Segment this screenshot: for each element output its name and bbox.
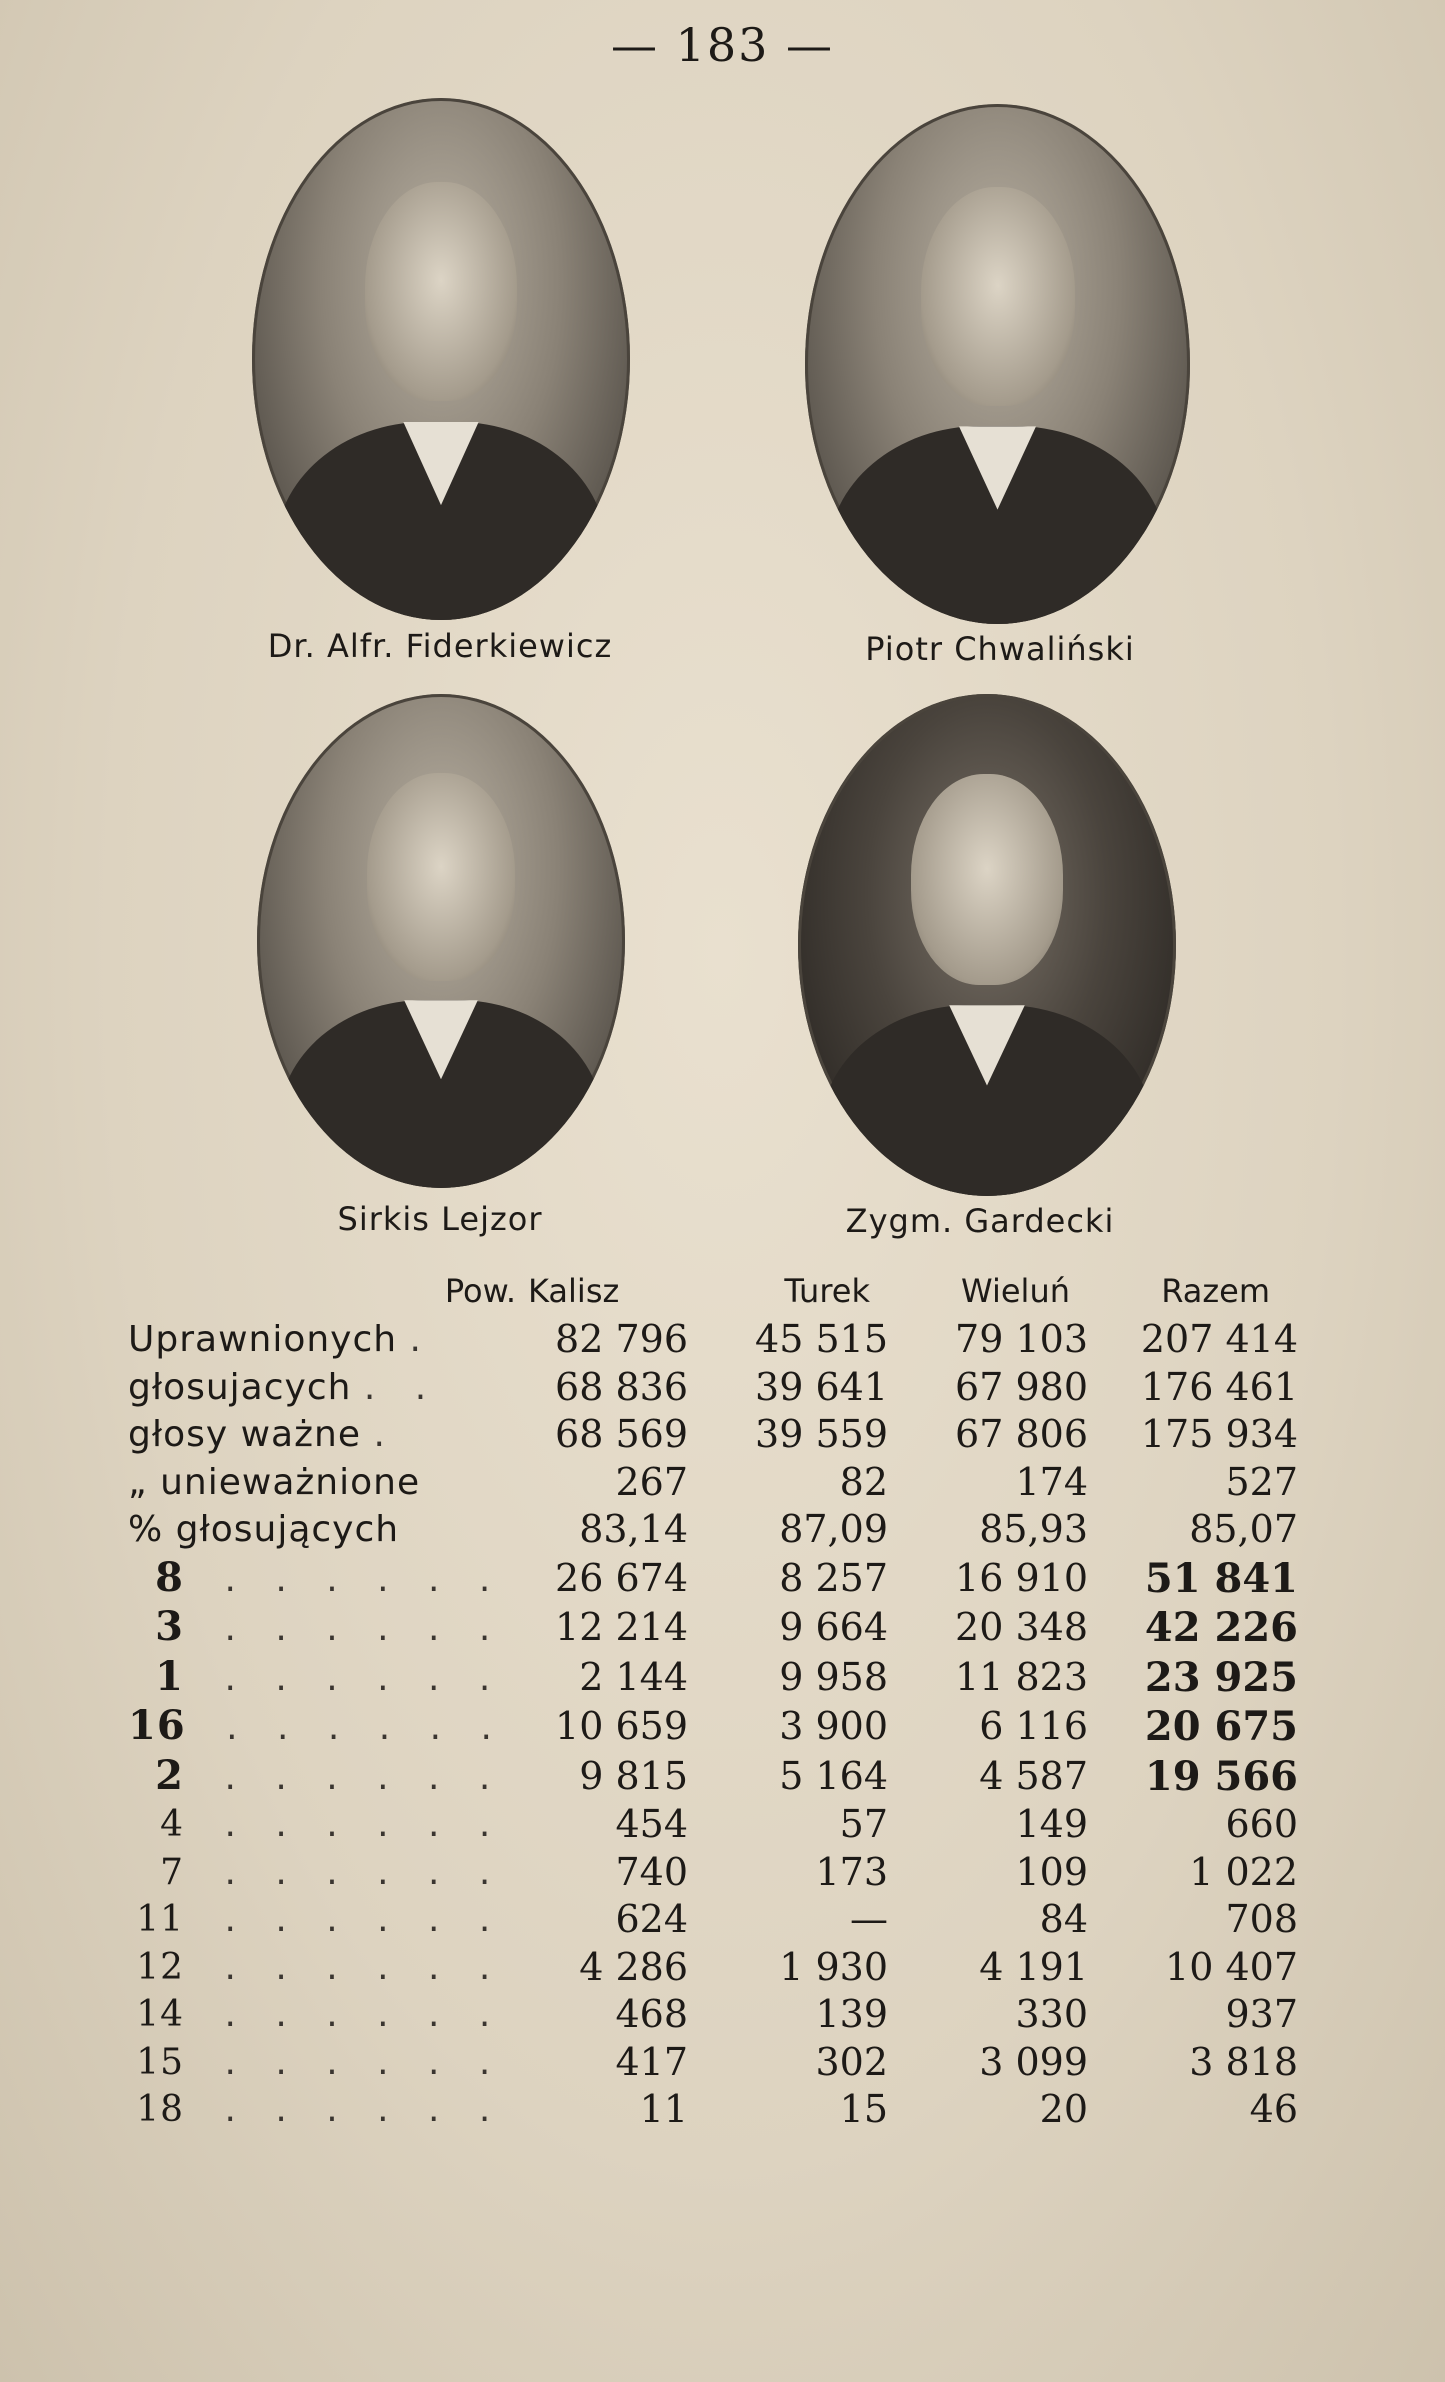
table-row [128, 1991, 1298, 2039]
row-label: 11 [136, 1899, 184, 1940]
portrait-photo [805, 104, 1190, 624]
leader-dots: . . . . . . [224, 1946, 505, 1988]
total-cell: 85,07 [1189, 1507, 1298, 1551]
value-cell: 9 664 [779, 1605, 888, 1649]
value-cell: 1 930 [779, 1944, 888, 1989]
value-cell: 15 [839, 2087, 888, 2131]
value-cell: 45 515 [755, 1317, 888, 1361]
leader-dots: . . . . . . [224, 1851, 505, 1893]
page-number: — 183 — [610, 18, 835, 72]
table-row [128, 1944, 1298, 1992]
row-label: 8 [155, 1553, 184, 1601]
total-cell: 3 818 [1189, 2039, 1298, 2084]
value-cell: 5 164 [779, 1753, 888, 1798]
leader-dots: . . . . . . [224, 1899, 505, 1940]
value-cell: 67 806 [955, 1412, 1088, 1456]
leader-dots: . . . . . . [224, 2041, 505, 2083]
row-label: 14 [136, 1994, 184, 2035]
value-cell: 330 [1015, 1992, 1088, 2036]
portrait-head [365, 182, 516, 401]
leader-dots: . . . . . . [224, 1657, 505, 1699]
column-header: Wieluń [961, 1272, 1070, 1310]
value-cell: 39 641 [755, 1364, 888, 1409]
value-cell: 11 [639, 2087, 688, 2131]
total-cell: 660 [1225, 1802, 1298, 1846]
row-label: 16 [128, 1702, 186, 1749]
table-row [128, 1896, 1298, 1944]
row-label: 7 [160, 1851, 184, 1893]
column-header: Razem [1161, 1272, 1270, 1310]
table-row [128, 2039, 1298, 2087]
value-cell: 57 [839, 1802, 888, 1846]
value-cell: 149 [1015, 1802, 1088, 1846]
value-cell: — [850, 1897, 888, 1941]
total-cell: 175 934 [1140, 1412, 1298, 1456]
portrait-caption: Sirkis Lejzor [337, 1200, 543, 1238]
value-cell: 10 659 [555, 1704, 688, 1748]
row-label-cell [128, 1316, 528, 1364]
value-cell: 68 836 [555, 1364, 688, 1409]
leader-dots: . . [363, 1366, 441, 1408]
value-cell: 624 [615, 1897, 688, 1941]
portrait-head [921, 187, 1075, 405]
row-label-cell [128, 1944, 528, 1992]
leader-dots: . . . . . . [224, 1994, 505, 2035]
value-cell: 67 980 [955, 1364, 1088, 1409]
value-cell: 16 910 [955, 1555, 1088, 1600]
row-label-cell [128, 1849, 528, 1897]
portrait-photo [252, 98, 630, 620]
row-label-cell [128, 2039, 528, 2087]
value-cell: 267 [615, 1459, 688, 1504]
leader-dots: . . . . . . [224, 1558, 505, 1600]
value-cell: 6 116 [979, 1704, 1088, 1748]
value-cell: 417 [615, 2039, 688, 2084]
table-row [128, 2086, 1298, 2134]
row-label: „ unieważnione [128, 1461, 421, 1503]
row-label-cell [128, 2086, 528, 2134]
row-label-cell [128, 1702, 528, 1752]
portrait-caption: Piotr Chwaliński [865, 630, 1135, 668]
row-label: % głosujących [128, 1509, 400, 1550]
value-cell: 740 [615, 1849, 688, 1894]
value-cell: 174 [1015, 1459, 1088, 1504]
row-label: 18 [136, 2089, 184, 2130]
total-cell: 23 925 [1144, 1653, 1298, 1701]
value-cell: 83,14 [579, 1507, 688, 1551]
table-row [128, 1653, 1298, 1703]
total-cell: 42 226 [1144, 1604, 1298, 1651]
row-label: Uprawnionych [128, 1319, 398, 1360]
row-label: 1 [155, 1652, 184, 1700]
table-row [128, 1506, 1298, 1554]
row-label: 4 [160, 1804, 184, 1845]
value-cell: 26 674 [555, 1555, 688, 1600]
results-table [128, 1272, 1298, 2134]
value-cell: 68 569 [555, 1412, 688, 1456]
value-cell: 12 214 [555, 1605, 688, 1649]
portrait-photo [257, 694, 625, 1188]
total-cell: 176 461 [1140, 1364, 1298, 1409]
portrait-photo [798, 694, 1176, 1196]
value-cell: 302 [815, 2039, 888, 2084]
column-header: Kalisz [528, 1272, 620, 1310]
value-cell: 20 [1039, 2087, 1088, 2131]
row-label: głosy ważne [128, 1414, 361, 1455]
leader-dots: . [409, 1319, 435, 1360]
table-row [128, 1364, 1298, 1412]
total-cell: 937 [1225, 1992, 1298, 2036]
value-cell: 173 [815, 1849, 888, 1894]
column-header: Turek [784, 1272, 870, 1310]
value-cell: 8 257 [779, 1555, 888, 1600]
value-cell: 139 [815, 1992, 888, 2036]
total-cell: 46 [1249, 2087, 1298, 2131]
row-label: głosujacych [128, 1366, 352, 1408]
column-header: Pow. [444, 1272, 516, 1310]
row-label-cell [128, 1554, 528, 1604]
total-cell: 19 566 [1144, 1752, 1298, 1800]
total-cell: 207 414 [1140, 1317, 1298, 1361]
portrait-head [911, 774, 1062, 985]
row-label-cell [128, 1896, 528, 1944]
row-label: 3 [155, 1603, 184, 1650]
row-label-cell [128, 1506, 528, 1554]
value-cell: 85,93 [979, 1507, 1088, 1551]
row-label-cell [128, 1801, 528, 1849]
table-row [128, 1801, 1298, 1849]
row-label-cell [128, 1991, 528, 2039]
total-cell: 10 407 [1165, 1944, 1298, 1989]
value-cell: 468 [615, 1992, 688, 2036]
table-row [128, 1603, 1298, 1653]
leader-dots: . . . . . . [224, 1804, 505, 1845]
row-label-cell [128, 1459, 528, 1507]
leader-dots: . . . . . . [226, 1707, 507, 1748]
value-cell: 39 559 [755, 1412, 888, 1456]
value-cell: 9 815 [579, 1753, 688, 1798]
portrait-caption: Zygm. Gardecki [845, 1202, 1115, 1240]
table-row [128, 1411, 1298, 1459]
value-cell: 11 823 [955, 1654, 1088, 1699]
table-row [128, 1702, 1298, 1752]
portrait-head [367, 773, 514, 980]
row-label-cell [128, 1364, 528, 1412]
total-cell: 51 841 [1144, 1554, 1298, 1602]
total-cell: 527 [1225, 1459, 1298, 1504]
value-cell: 3 900 [779, 1704, 888, 1748]
row-label-cell [128, 1752, 528, 1802]
table-row [128, 1316, 1298, 1364]
value-cell: 454 [615, 1802, 688, 1846]
total-cell: 20 675 [1144, 1703, 1298, 1750]
leader-dots: . . . . . . [224, 2089, 505, 2130]
value-cell: 4 286 [579, 1944, 688, 1989]
row-label-cell [128, 1411, 528, 1459]
value-cell: 9 958 [779, 1654, 888, 1699]
table-row [128, 1459, 1298, 1507]
row-label: 15 [136, 2041, 184, 2083]
total-cell: 1 022 [1189, 1849, 1298, 1894]
table-row [128, 1849, 1298, 1897]
value-cell: 84 [1039, 1897, 1088, 1941]
value-cell: 87,09 [779, 1507, 888, 1551]
table-row [128, 1554, 1298, 1604]
value-cell: 4 587 [979, 1753, 1088, 1798]
value-cell: 82 796 [555, 1317, 688, 1361]
leader-dots: . . . . . . [224, 1756, 505, 1798]
value-cell: 109 [1015, 1849, 1088, 1894]
table-row [128, 1752, 1298, 1802]
total-cell: 708 [1225, 1897, 1298, 1941]
leader-dots: . . . . . . [224, 1608, 505, 1649]
value-cell: 20 348 [955, 1605, 1088, 1649]
table-body [128, 1316, 1298, 2134]
value-cell: 3 099 [979, 2039, 1088, 2084]
row-label-cell [128, 1603, 528, 1653]
leader-dots: . [373, 1414, 399, 1455]
value-cell: 79 103 [955, 1317, 1088, 1361]
row-label: 12 [136, 1946, 184, 1988]
value-cell: 2 144 [579, 1654, 688, 1699]
value-cell: 82 [839, 1459, 888, 1504]
row-label: 2 [155, 1751, 184, 1799]
portrait-caption: Dr. Alfr. Fiderkiewicz [267, 627, 613, 665]
value-cell: 4 191 [979, 1944, 1088, 1989]
table-header-row [128, 1272, 1298, 1316]
row-label-cell [128, 1653, 528, 1703]
